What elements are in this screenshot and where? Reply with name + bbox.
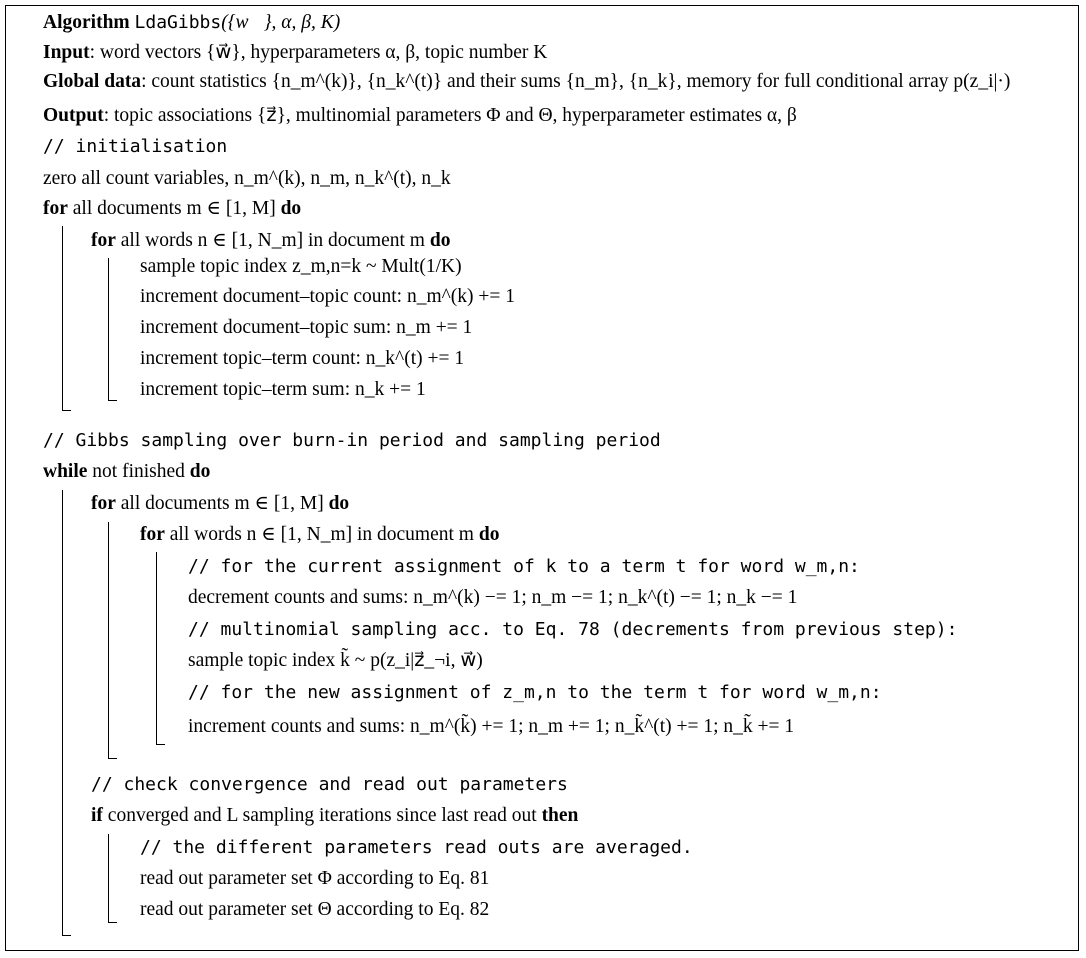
for-words-text: all words n ∈ [1, N_m] in document m [169, 524, 474, 545]
kw-algorithm: Algorithm [43, 12, 130, 33]
output-label: Output [43, 105, 104, 126]
for-docs-text: all documents m ∈ [1, M] [72, 198, 276, 219]
comment-sampling: // multinomial sampling acc. to Eq. 78 (decrements from previous step): [188, 619, 958, 640]
zero-counts-line: zero all count variables, n_m^(k), n_m, n_k^(t), n_k [43, 168, 451, 189]
comment-averaged: // the different parameters read outs are averaged. [140, 837, 693, 858]
kw-for: for [140, 524, 165, 545]
comment-current-assignment: // for the current assignment of k to a term t for word w_m,n: [188, 556, 860, 577]
input-line [43, 40, 547, 66]
for-documents-line [43, 196, 301, 222]
comment-new-assignment: // for the new assignment of z_m,n to the term t for word w_m,n: [188, 682, 882, 703]
init-step: sample topic index z_m,n=k ~ Mult(1/K) [140, 256, 462, 277]
kw-while: while [43, 461, 88, 482]
init-step: increment topic–term sum: n_k += 1 [140, 379, 426, 400]
for-words-line [140, 522, 499, 548]
block-bracket [62, 226, 71, 411]
global-text: : count statistics {n_m^(k)}, {n_k^(t)} and their sums {n_m}, {n_k}, memory for full conditional array p(z_i|·) [141, 71, 1011, 92]
readout-phi-line: read out parameter set Φ according to Eq. 81 [140, 868, 490, 889]
algorithm-signature: ({w⃗}, α, β, K) [221, 12, 341, 33]
comment-initialisation: // initialisation [43, 136, 228, 157]
input-text: : word vectors {w⃗}, hyperparameters α, β, topic number K [89, 42, 548, 63]
block-bracket [108, 522, 117, 759]
for-words-line [91, 228, 450, 254]
init-step: increment topic–term count: n_k^(t) += 1 [140, 348, 465, 369]
for-documents-line [91, 491, 349, 517]
if-converged-line [91, 803, 578, 829]
kw-for: for [43, 198, 68, 219]
init-step: increment document–topic sum: n_m += 1 [140, 317, 473, 338]
global-label: Global data [43, 71, 142, 92]
readout-theta-line: read out parameter set Θ according to Eq. 82 [140, 899, 490, 920]
block-bracket [156, 552, 165, 745]
algorithm-header [43, 10, 340, 36]
while-line [43, 459, 210, 485]
decrement-line: decrement counts and sums: n_m^(k) −= 1; n_m −= 1; n_k^(t) −= 1; n_k −= 1 [188, 587, 798, 608]
kw-do: do [478, 524, 500, 545]
if-text: converged and L sampling iterations since last read out [107, 805, 537, 826]
increment-line: increment counts and sums: n_m^(k̃) += 1; n_m += 1; n_k̃^(t) += 1; n_k̃ += 1 [188, 716, 795, 737]
sample-line: sample topic index k̃ ~ p(z_i|z⃗_¬i, w⃗) [188, 650, 483, 671]
kw-for: for [91, 493, 116, 514]
kw-if: if [91, 805, 103, 826]
comment-convergence: // check convergence and read out parameters [91, 774, 568, 795]
kw-do: do [189, 461, 211, 482]
block-bracket [108, 258, 117, 401]
init-step: increment document–topic count: n_m^(k) += 1 [140, 286, 516, 307]
while-text: not finished [92, 461, 185, 482]
comment-gibbs: // Gibbs sampling over burn-in period and sampling period [43, 430, 661, 451]
kw-then: then [541, 805, 579, 826]
global-line [43, 69, 1010, 95]
input-label: Input [43, 42, 90, 63]
for-docs-text: all documents m ∈ [1, M] [120, 493, 324, 514]
kw-for: for [91, 230, 116, 251]
kw-do: do [328, 493, 350, 514]
kw-do: do [429, 230, 451, 251]
output-text: : topic associations {z⃗}, multinomial parameters Φ and Θ, hyperparameter estimates α, β [103, 105, 797, 126]
block-bracket [62, 490, 71, 936]
kw-do: do [280, 198, 302, 219]
output-line [43, 103, 797, 129]
algorithm-name: LdaGibbs [134, 12, 222, 33]
for-words-text: all words n ∈ [1, N_m] in document m [120, 230, 425, 251]
block-bracket [108, 834, 117, 923]
